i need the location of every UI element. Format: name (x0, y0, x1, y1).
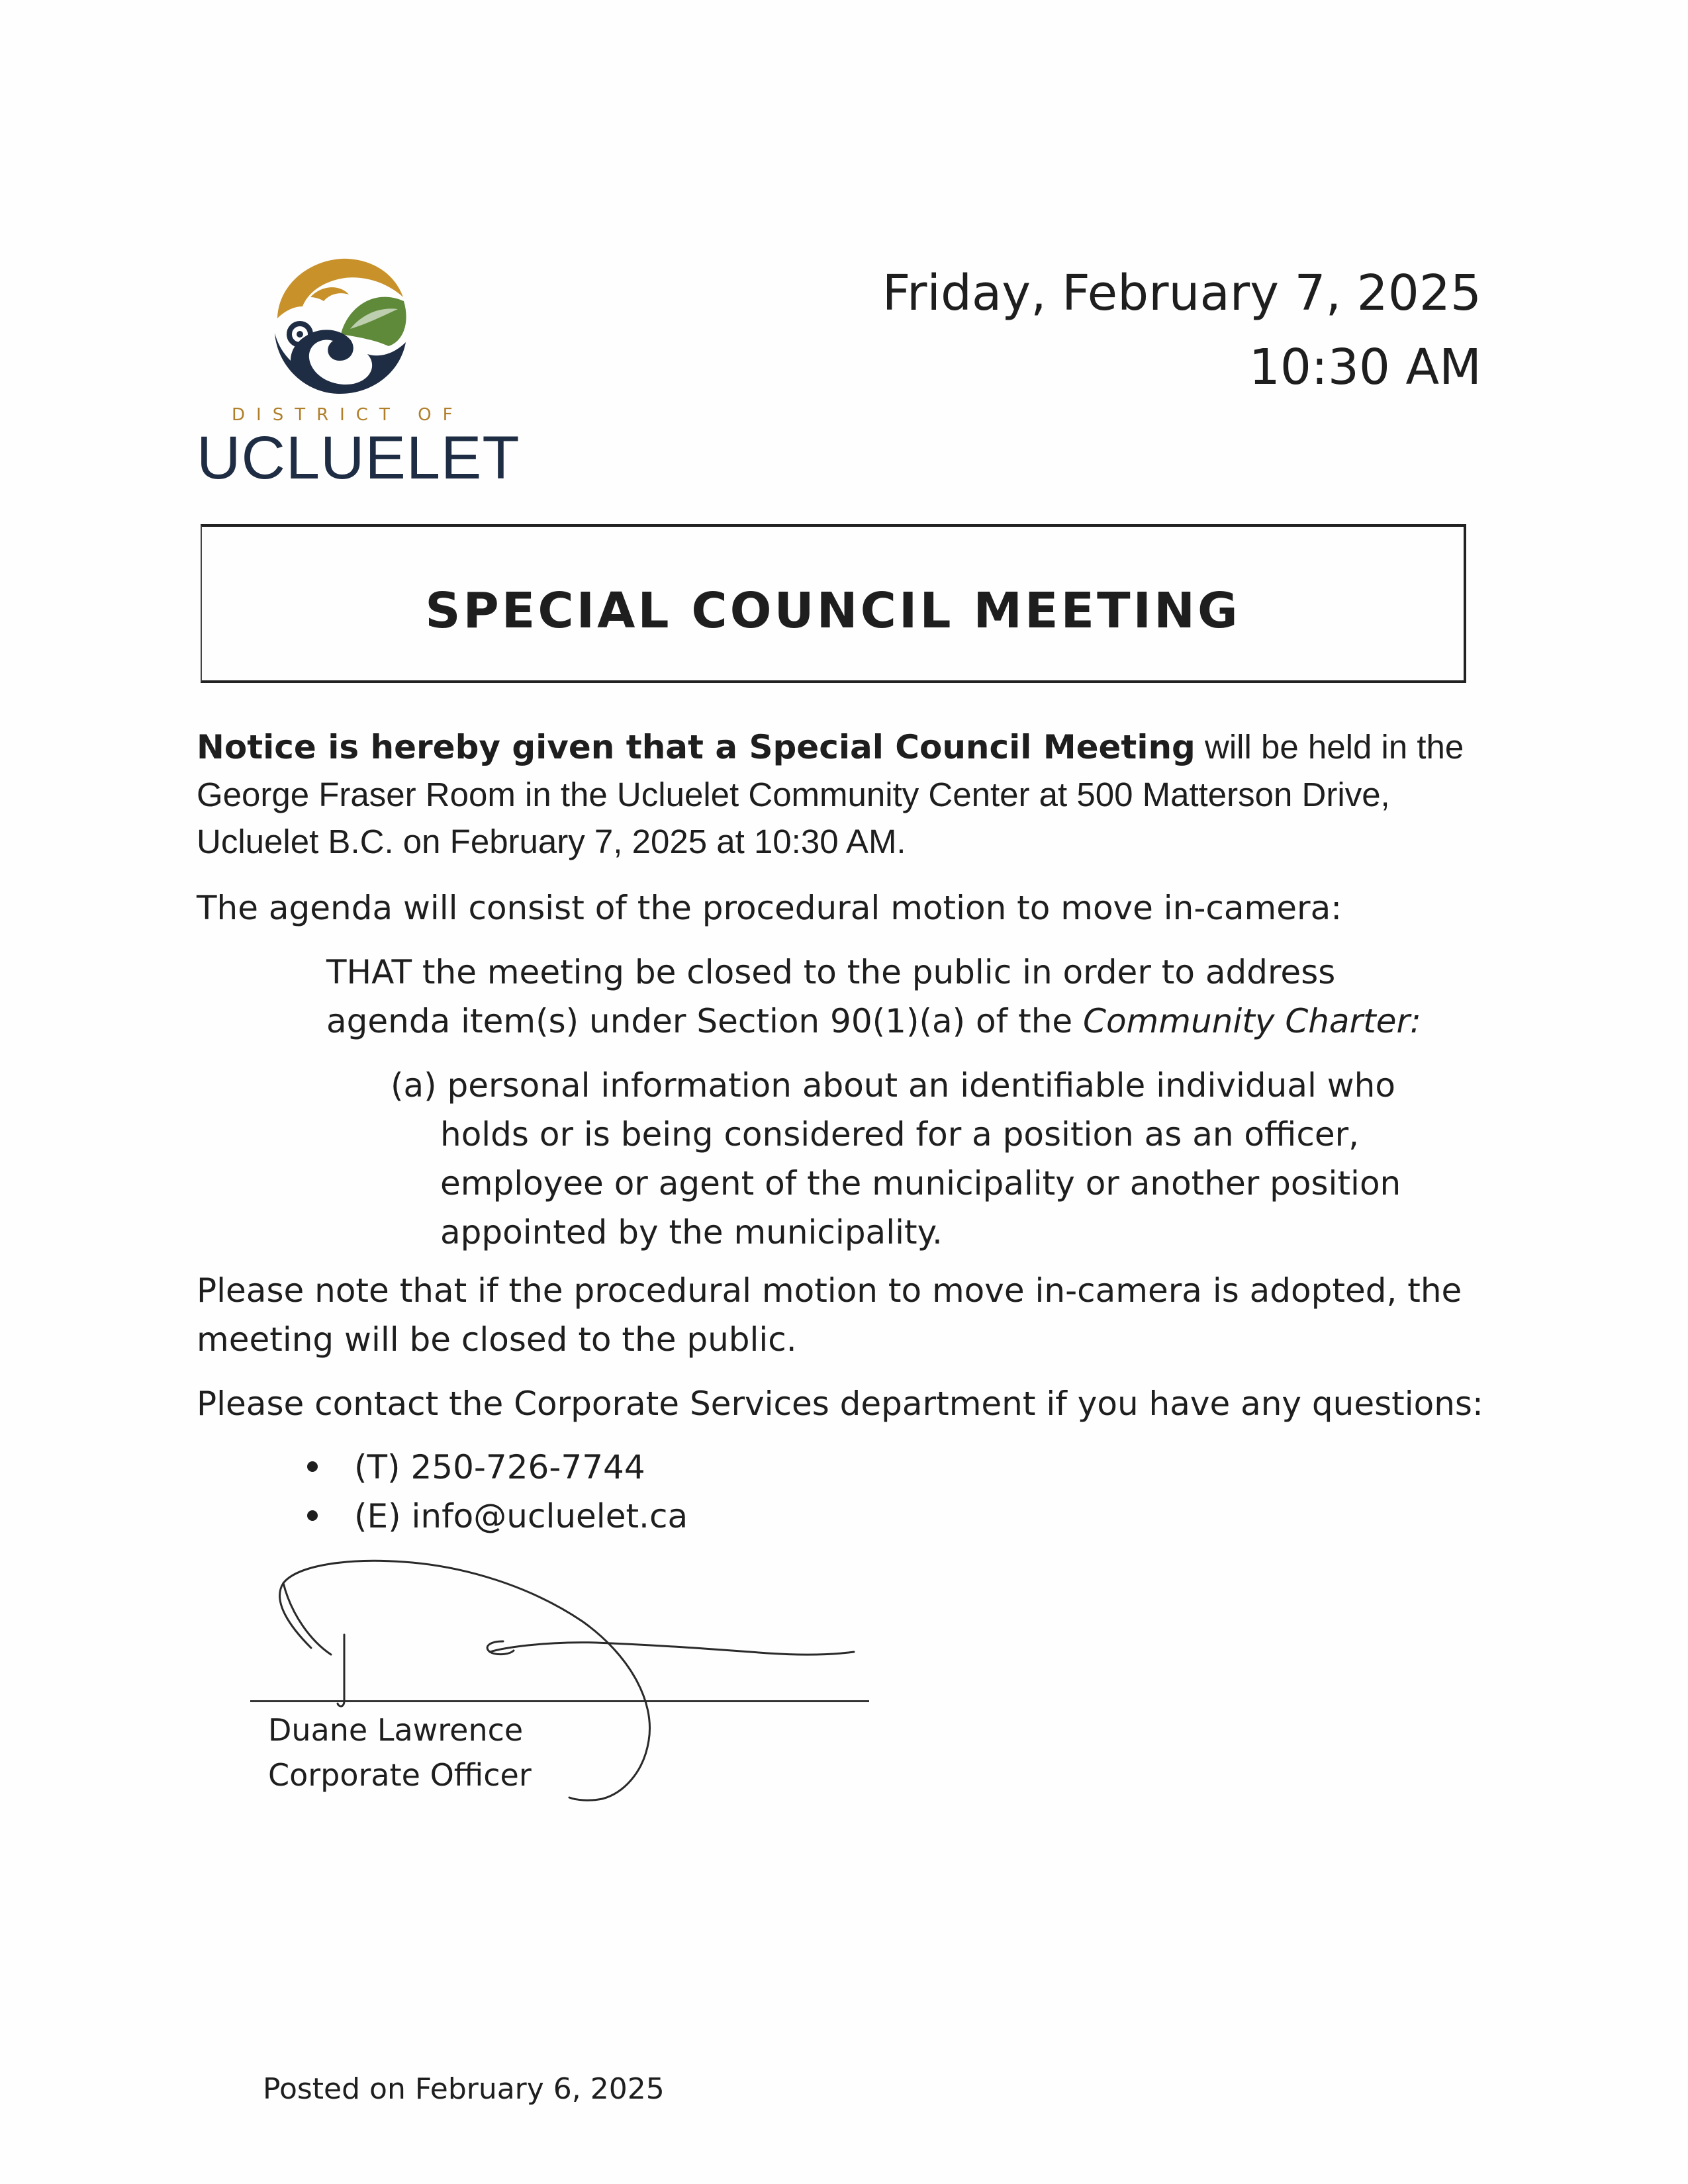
contact-phone: (T) 250-726-7744 (354, 1448, 645, 1486)
list-item (305, 1492, 688, 1541)
contact-intro: Please contact the Corporate Services department if you have any questions: (197, 1385, 1483, 1423)
bullet-icon (307, 1461, 318, 1472)
list-item (305, 1443, 688, 1492)
notice-lead: Notice is hereby given that a Special Council Meeting (197, 728, 1196, 766)
motion-charter: Community Charter: (1083, 1002, 1421, 1040)
logo-wordmark: UCLUELET (197, 424, 520, 492)
bullet-icon (307, 1510, 318, 1521)
posted-date: Posted on February 6, 2025 (263, 2072, 665, 2106)
signer-title: Corporate Officer (268, 1757, 532, 1793)
title-box (201, 524, 1466, 683)
contact-email: (E) info@ucluelet.ca (354, 1497, 688, 1535)
signer-name: Duane Lawrence (268, 1712, 524, 1748)
closure-note: Please note that if the procedural motion to move in-camera is adopted, the meeting will be closed to the public. (197, 1271, 1462, 1359)
item-a-paragraph (391, 1061, 1476, 1257)
motion-paragraph (326, 948, 1465, 1046)
contact-list (305, 1443, 688, 1541)
page-title: SPECIAL COUNCIL MEETING (425, 582, 1241, 639)
logo-district-label: DISTRICT OF (232, 405, 464, 425)
motion-text: THAT the meeting be closed to the public in order to address agenda item(s) under Section 90(1)(a) of the (326, 953, 1336, 1040)
meeting-date: Friday, February 7, 2025 (882, 265, 1481, 322)
notice-paragraph (197, 723, 1494, 865)
agenda-intro: The agenda will consist of the procedural motion to move in-camera: (197, 889, 1342, 927)
item-a-text: (a) personal information about an identifiable individual who holds or is being considered for a position as an officer, employee or agent of the municipality or another position appointed by the municipality. (391, 1066, 1401, 1251)
district-logo-icon (268, 255, 410, 397)
notice-text: will be held in the George Fraser Room in the Ucluelet Community Center at 500 Matterson Drive, Ucluelet B.C. on February 7, 2025 at 10:30 AM. (197, 728, 1464, 860)
meeting-time: 10:30 AM (1248, 339, 1481, 396)
